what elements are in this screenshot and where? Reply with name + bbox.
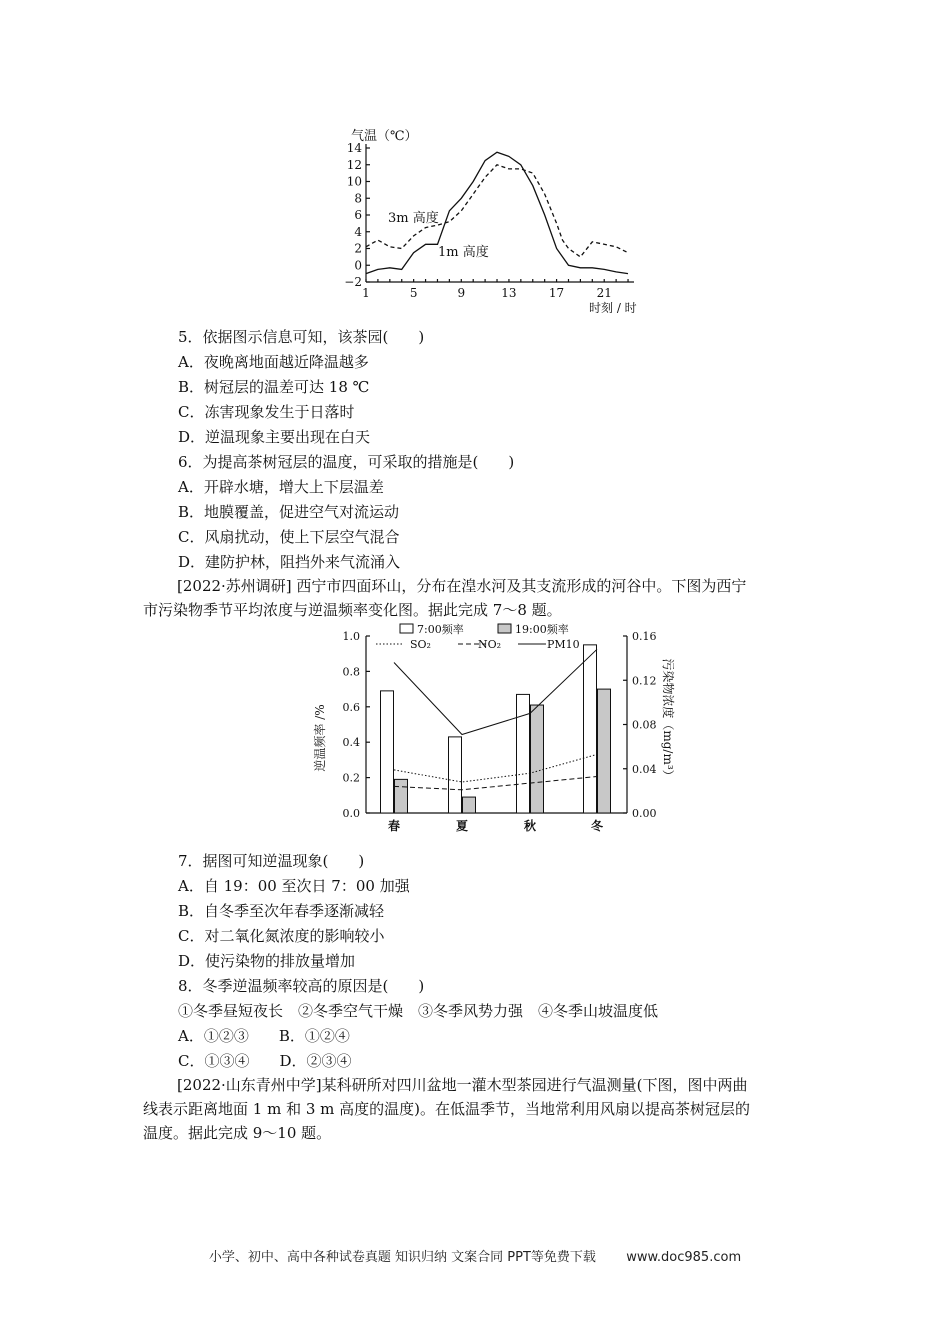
intro-q9-10-line3: 温度。据此完成 9～10 题。 (143, 1124, 332, 1142)
legend-label-7am: 7:00频率 (417, 623, 464, 636)
x-tick-label: 春 (387, 819, 401, 833)
x-tick-label: 9 (457, 286, 466, 300)
y-axis-label: 逆温频率 /% (313, 704, 327, 772)
x-tick-label: 21 (596, 286, 612, 300)
x-tick-label: 13 (501, 286, 517, 300)
q7-stem: 7．据图可知逆温现象( ) (178, 852, 365, 870)
q8-stem: 8．冬季逆温频率较高的原因是( ) (178, 977, 425, 995)
y-tick-label: 0 (354, 258, 362, 273)
x-tick-label: 17 (548, 286, 565, 300)
y2-tick-label: 0.04 (632, 762, 657, 776)
bar-7pm (395, 779, 408, 813)
legend-label-so: SO₂ (410, 638, 431, 651)
y-tick-label: 2 (354, 241, 362, 256)
bar-7pm (463, 797, 476, 813)
y-tick-label: 0.4 (342, 736, 360, 750)
q7-option-d[interactable]: D．使污染物的排放量增加 (178, 952, 356, 970)
q6-option-c[interactable]: C．风扇扰动，使上下层空气混合 (178, 528, 400, 546)
q5-option-a[interactable]: A．夜晚离地面越近降温越多 (178, 353, 369, 371)
bar-7am (584, 645, 597, 813)
q6-option-a[interactable]: A．开辟水塘，增大上下层温差 (178, 478, 384, 496)
q8-statements: ①冬季昼短夜长 ②冬季空气干燥 ③冬季风势力强 ④冬季山坡温度低 (178, 1002, 659, 1020)
y-tick-label: 6 (354, 208, 362, 222)
legend-label-no: NO₂ (478, 638, 502, 651)
y2-tick-label: 0.00 (632, 807, 657, 820)
y-tick-label: 0.2 (342, 771, 360, 785)
q6-option-d[interactable]: D．建防护林，阻挡外来气流涌入 (178, 553, 401, 571)
footer-text: 小学、初中、高中各种试卷真题 知识归纳 文案合同 PPT等免费下载 (208, 1250, 596, 1265)
y-tick-label: 0.0 (342, 807, 360, 820)
q5-option-b[interactable]: B．树冠层的温差可达 18 ℃ (178, 378, 370, 396)
q5-stem: 5．依据图示信息可知，该茶园( ) (178, 328, 425, 346)
legend-swatch-7am (400, 624, 413, 633)
y2-tick-label: 0.08 (632, 718, 657, 732)
series-line-so (394, 754, 597, 782)
bar-7pm (598, 689, 611, 813)
q8-option-ab[interactable]: A．①②③ B．①②④ (178, 1027, 350, 1045)
series-line-pm10 (394, 649, 597, 734)
q5-option-d[interactable]: D．逆温现象主要出现在白天 (178, 428, 371, 446)
x-tick-label: 5 (409, 286, 418, 300)
y-tick-label: 1.0 (342, 630, 360, 643)
y-tick-label: −2 (344, 275, 362, 289)
footer-link[interactable]: www.doc985.com (626, 1250, 742, 1265)
y-tick-label: 0.8 (342, 665, 360, 679)
q8-option-cd[interactable]: C．①③④ D．②③④ (178, 1052, 352, 1070)
legend-swatch-7pm (498, 624, 511, 633)
y2-tick-label: 0.12 (632, 674, 657, 688)
legend-label-pm10: PM10 (547, 638, 580, 651)
x-tick-label: 冬 (590, 819, 604, 833)
intro-q7-8-line1: [2022·苏州调研] 西宁市四面环山，分布在湟水河及其支流形成的河谷中。下图为西宁 (177, 577, 747, 595)
y2-tick-label: 0.16 (632, 630, 657, 643)
y-tick-label: 10 (346, 174, 362, 189)
q6-stem: 6．为提高茶树冠层的温度，可采取的措施是( ) (178, 453, 515, 471)
q7-option-b[interactable]: B．自冬季至次年春季逐渐减轻 (178, 902, 385, 920)
y-tick-label: 0.6 (342, 700, 360, 714)
intro-q7-8-line2: 市污染物季节平均浓度与逆温频率变化图。据此完成 7～8 题。 (143, 601, 562, 619)
q6-option-b[interactable]: B．地膜覆盖，促进空气对流运动 (178, 503, 400, 521)
x-tick-label: 1 (362, 286, 370, 300)
q5-option-c[interactable]: C．冻害现象发生于日落时 (178, 403, 355, 421)
intro-q7-8 (143, 574, 811, 622)
series-label-1m: 1m 高度 (438, 245, 489, 260)
x-axis-label: 时刻 / 时 (589, 301, 637, 315)
series-line-no (394, 777, 597, 790)
x-tick-label: 夏 (455, 819, 469, 833)
legend-label-7pm: 19:00频率 (515, 623, 569, 636)
footer (0, 1246, 950, 1265)
bar-7am (381, 691, 394, 813)
y2-axis-label: 污染物浓度（mg/m³） (661, 658, 675, 782)
x-tick-label: 秋 (523, 819, 537, 833)
inversion-pollution-chart (300, 620, 680, 838)
bar-7am (517, 694, 530, 813)
y-tick-label: 14 (346, 141, 362, 155)
series-label-3m: 3m 高度 (388, 211, 439, 226)
bar-7am (449, 737, 462, 813)
q7-option-a[interactable]: A．自 19：00 至次日 7：00 加强 (178, 877, 410, 895)
intro-q9-10 (143, 1073, 811, 1145)
bar-7pm (531, 705, 544, 813)
temperature-line-chart (335, 122, 645, 317)
y-tick-label: 4 (354, 224, 362, 239)
q7-option-c[interactable]: C．对二氧化氮浓度的影响较小 (178, 927, 385, 945)
y-tick-label: 8 (354, 191, 362, 206)
intro-q9-10-line1: [2022·山东青州中学]某科研所对四川盆地一灌木型茶园进行气温测量(下图，图中两曲 (177, 1076, 748, 1094)
intro-q9-10-line2: 线表示距离地面 1 m 和 3 m 高度的温度)。在低温季节，当地常利用风扇以提高茶树冠层的 (143, 1100, 750, 1118)
y-tick-label: 12 (346, 157, 362, 172)
y-axis-label: 气温（℃） (351, 129, 418, 144)
